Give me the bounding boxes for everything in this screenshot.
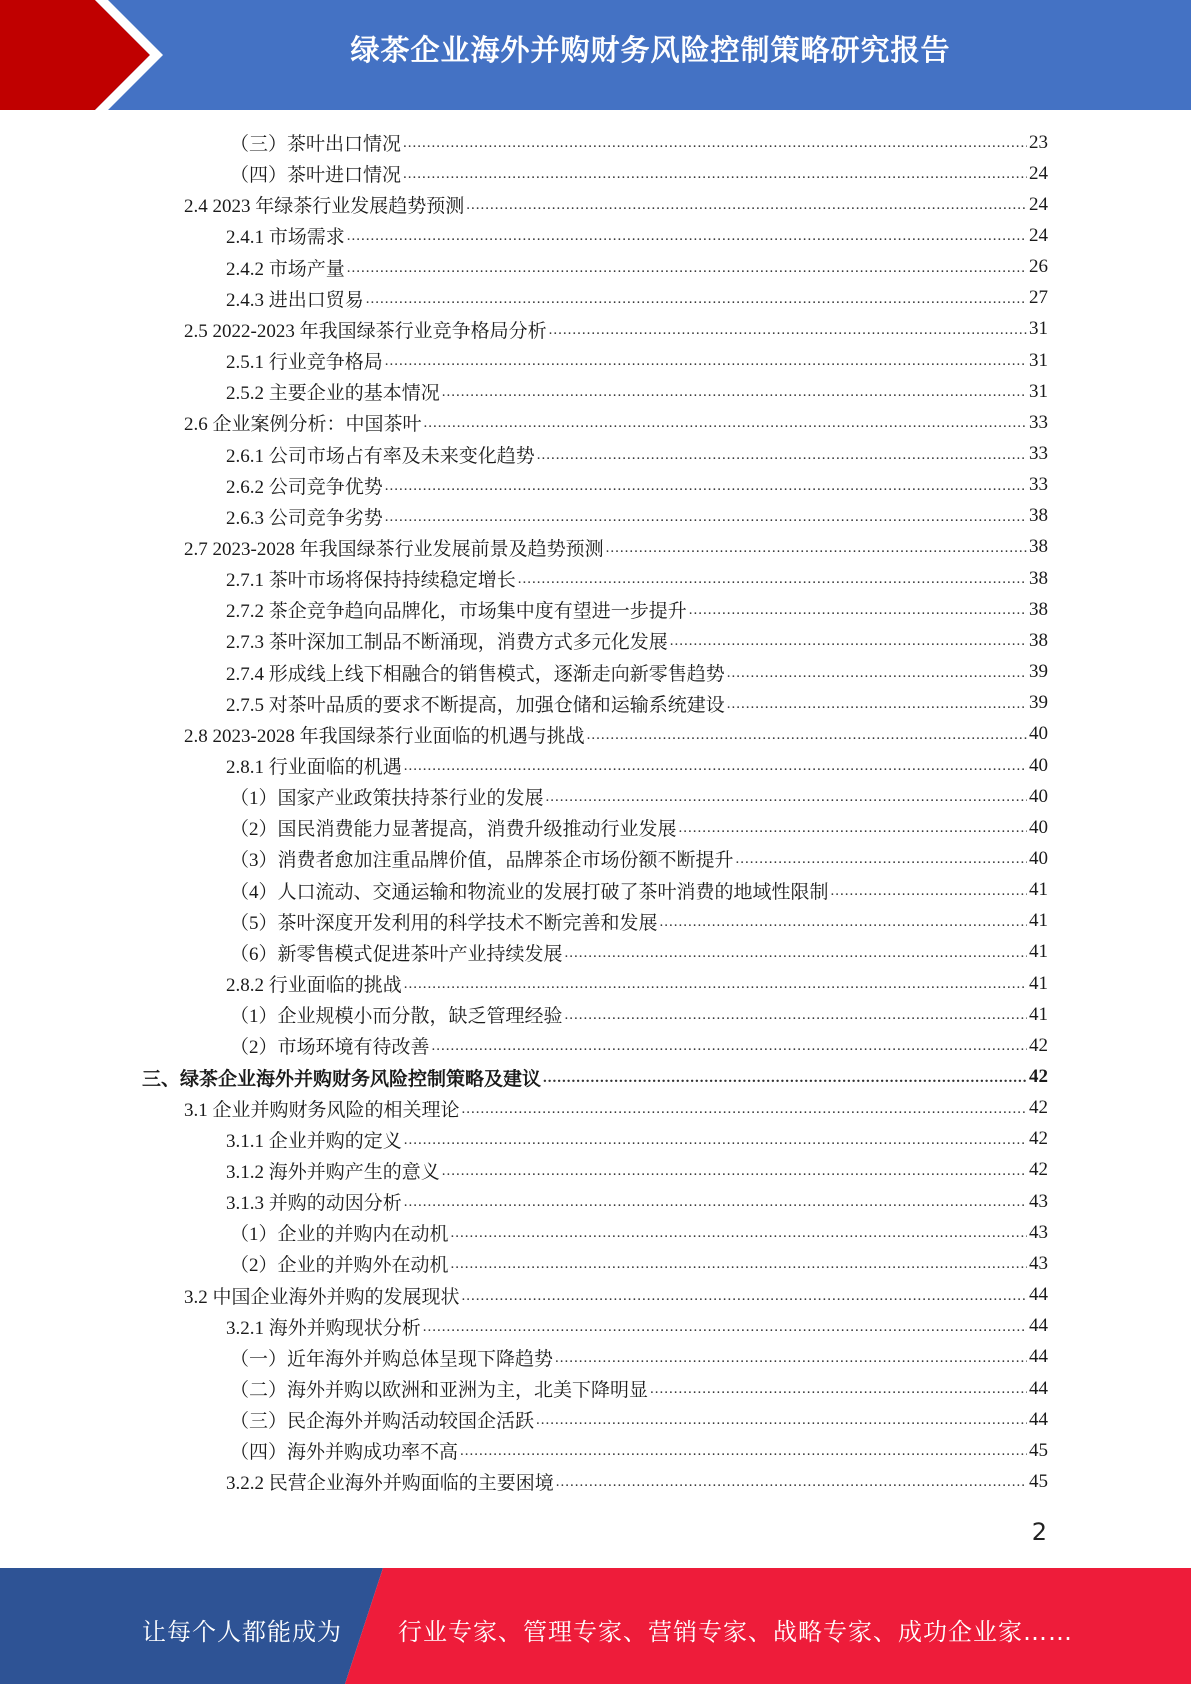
toc-entry[interactable]: [184, 407, 1048, 438]
page-number: 2: [1031, 1518, 1047, 1546]
toc-entry-page: 41: [1029, 910, 1048, 932]
toc-entry-title: 2.7.5 对茶叶品质的要求不断提高，加强仓储和运输系统建设: [226, 694, 725, 716]
toc-entry[interactable]: [230, 937, 1048, 968]
toc-entry[interactable]: [184, 532, 1048, 563]
toc-leader-dots: [385, 501, 1027, 532]
toc-entry-page: 23: [1029, 131, 1048, 153]
toc-entry-title: 2.4 2023 年绿茶行业发展趋势预测: [184, 196, 465, 218]
toc-entry[interactable]: [230, 1248, 1048, 1279]
toc-leader-dots: [587, 719, 1027, 750]
toc-leader-dots: [432, 1030, 1027, 1061]
toc-entry-title: （3）消费者愈加注重品牌价值，品牌茶企市场份额不断提升: [230, 850, 734, 872]
toc-entry[interactable]: [230, 1342, 1048, 1373]
toc-leader-dots: [831, 875, 1027, 906]
toc-entry[interactable]: [230, 999, 1048, 1030]
toc-entry-title: 3.2.2 民营企业海外并购面临的主要困境: [226, 1473, 554, 1495]
toc-entry[interactable]: [230, 812, 1048, 843]
toc-entry-title: 2.7 2023-2028 年我国绿茶行业发展前景及趋势预测: [184, 538, 604, 560]
toc-entry-title: 2.8 2023-2028 年我国绿茶行业面临的机遇与挑战: [184, 725, 585, 747]
toc-leader-dots: [404, 1186, 1027, 1217]
toc-entry-page: 24: [1029, 193, 1048, 215]
footer-slogan-right: 行业专家、管理专家、营销专家、战略专家、成功企业家……: [398, 1618, 1073, 1646]
toc-leader-dots: [466, 189, 1027, 220]
toc-entry-title: 2.6.2 公司竞争优势: [226, 476, 383, 498]
toc-entry[interactable]: [226, 750, 1048, 781]
toc-entry-page: 39: [1029, 661, 1048, 683]
toc-entry-title: 2.5.1 行业竞争格局: [226, 352, 383, 374]
toc-leader-dots: [543, 1062, 1027, 1093]
toc-leader-dots: [403, 158, 1027, 189]
toc-leader-dots: [404, 1124, 1027, 1155]
toc-entry-title: （5）茶叶深度开发利用的科学技术不断完善和发展: [230, 912, 658, 934]
toc-entry-page: 31: [1029, 380, 1048, 402]
toc-entry-page: 40: [1029, 816, 1048, 838]
toc-entry-page: 41: [1029, 972, 1048, 994]
toc-entry-title: （1）国家产业政策扶持茶行业的发展: [230, 788, 544, 810]
toc-entry-title: （四）海外并购成功率不高: [230, 1442, 459, 1464]
toc-entry-page: 45: [1029, 1439, 1048, 1461]
toc-entry-title: 3.1.2 海外并购产生的意义: [226, 1161, 440, 1183]
toc-entry-title: （四）茶叶进口情况: [230, 165, 402, 187]
toc-entry-page: 44: [1029, 1284, 1048, 1306]
toc-entry[interactable]: [184, 719, 1048, 750]
toc-entry[interactable]: [230, 1435, 1048, 1466]
toc-entry-title: （三）民企海外并购活动较国企活跃: [230, 1411, 535, 1433]
toc-entry[interactable]: [226, 252, 1048, 283]
toc-entry-page: 44: [1029, 1377, 1048, 1399]
toc-entry[interactable]: [226, 220, 1048, 251]
toc-leader-dots: [549, 314, 1027, 345]
toc-entry-title: 2.8.2 行业面临的挑战: [226, 975, 402, 997]
toc-entry-page: 42: [1029, 1066, 1048, 1087]
toc-entry-title: （三）茶叶出口情况: [230, 134, 402, 155]
page-footer: [0, 1568, 1191, 1684]
toc-leader-dots: [670, 625, 1027, 656]
toc-entry-title: （6）新零售模式促进茶叶产业持续发展: [230, 943, 563, 965]
toc-entry-page: 38: [1029, 629, 1048, 651]
toc-entry-title: （2）国民消费能力显著提高，消费升级推动行业发展: [230, 819, 677, 841]
toc-leader-dots: [460, 1435, 1027, 1466]
toc-leader-dots: [546, 781, 1027, 812]
toc-leader-dots: [536, 1404, 1027, 1435]
toc-entry[interactable]: [226, 657, 1048, 688]
toc-entry[interactable]: [184, 314, 1048, 345]
toc-entry-page: 42: [1029, 1159, 1048, 1181]
report-title: 绿茶企业海外并购财务风险控制策略研究报告: [350, 33, 951, 67]
toc-entry-title: 2.5.2 主要企业的基本情况: [226, 383, 440, 405]
toc-leader-dots: [537, 439, 1027, 470]
toc-entry-title: （一）近年海外并购总体呈现下降趋势: [230, 1348, 554, 1370]
toc-leader-dots: [736, 843, 1027, 874]
toc-entry-page: 24: [1029, 224, 1048, 246]
toc-entry[interactable]: [142, 1062, 1048, 1093]
toc-entry-page: 42: [1029, 1097, 1048, 1119]
toc-entry-page: 40: [1029, 754, 1048, 776]
toc-entry-page: 45: [1029, 1470, 1048, 1492]
toc-leader-dots: [404, 750, 1027, 781]
toc-entry-title: 3.2.1 海外并购现状分析: [226, 1317, 421, 1339]
toc-entry-title: 2.6.1 公司市场占有率及未来变化趋势: [226, 445, 535, 467]
toc-leader-dots: [727, 688, 1027, 719]
toc-leader-dots: [385, 345, 1027, 376]
toc-leader-dots: [385, 470, 1027, 501]
toc-entry-page: 44: [1029, 1315, 1048, 1337]
toc-entry-page: 44: [1029, 1346, 1048, 1368]
toc-entry-page: 33: [1029, 443, 1048, 464]
toc-entry[interactable]: [184, 189, 1048, 220]
toc-entry-title: （2）企业的并购外在动机: [230, 1255, 449, 1277]
toc-leader-dots: [565, 937, 1027, 968]
toc-entry-page: 38: [1029, 598, 1048, 620]
toc-entry-title: 3.1.1 企业并购的定义: [226, 1130, 402, 1152]
toc-entry[interactable]: [230, 158, 1048, 189]
toc-leader-dots: [442, 376, 1027, 407]
toc-entry[interactable]: [230, 1030, 1048, 1061]
toc-entry-page: 26: [1029, 256, 1048, 278]
toc-entry[interactable]: [226, 1124, 1048, 1155]
toc-entry-title: 3.2 中国企业海外并购的发展现状: [184, 1286, 460, 1308]
toc-entry-page: 27: [1029, 287, 1048, 309]
toc-leader-dots: [565, 999, 1027, 1030]
toc-entry[interactable]: [226, 1186, 1048, 1217]
toc-entry-page: 31: [1029, 318, 1048, 340]
toc-leader-dots: [366, 283, 1027, 314]
toc-leader-dots: [660, 906, 1027, 937]
toc-entry-page: 43: [1029, 1221, 1048, 1243]
toc-entry-title: 2.7.3 茶叶深加工制品不断涌现，消费方式多元化发展: [226, 632, 668, 654]
toc-entry[interactable]: [230, 843, 1048, 874]
toc-entry-title: 2.7.2 茶企竞争趋向品牌化，市场集中度有望进一步提升: [226, 601, 687, 623]
toc-entry-title: （4）人口流动、交通运输和物流业的发展打破了茶叶消费的地域性限制: [230, 881, 829, 903]
toc-entry[interactable]: [226, 625, 1048, 656]
toc-entry[interactable]: [226, 283, 1048, 314]
toc-entry-title: 2.4.2 市场产量: [226, 258, 345, 280]
toc-entry-page: 44: [1029, 1408, 1048, 1430]
footer-slogan-left: 让每个人都能成为: [142, 1618, 342, 1646]
toc-entry-title: 3.1 企业并购财务风险的相关理论: [184, 1099, 460, 1121]
toc-leader-dots: [555, 1342, 1027, 1373]
toc-leader-dots: [606, 532, 1027, 563]
toc-entry[interactable]: [230, 1373, 1048, 1404]
toc-entry-page: 31: [1029, 349, 1048, 371]
toc-entry[interactable]: [230, 1217, 1048, 1248]
toc-entry-page: 41: [1029, 1003, 1048, 1025]
toc-entry-title: 2.4.1 市场需求: [226, 227, 345, 249]
toc-entry[interactable]: [226, 968, 1048, 999]
toc-entry-page: 42: [1029, 1128, 1048, 1150]
toc-entry-title: 2.6 企业案例分析：中国茶叶: [184, 414, 422, 436]
toc-leader-dots: [404, 968, 1027, 999]
toc-entry[interactable]: [226, 594, 1048, 625]
toc-entry-page: 39: [1029, 692, 1048, 714]
toc-entry-title: （1）企业规模小而分散，缺乏管理经验: [230, 1006, 563, 1028]
toc-leader-dots: [347, 220, 1027, 251]
toc-entry[interactable]: [226, 376, 1048, 407]
toc-entry[interactable]: [226, 345, 1048, 376]
toc-leader-dots: [556, 1466, 1027, 1497]
toc-leader-dots: [347, 252, 1027, 283]
toc-leader-dots: [451, 1248, 1027, 1279]
toc-entry-title: （2）市场环境有待改善: [230, 1037, 430, 1059]
toc-entry-title: 2.7.4 形成线上线下相融合的销售模式，逐渐走向新零售趋势: [226, 663, 725, 685]
toc-entry-page: 43: [1029, 1190, 1048, 1212]
toc-entry[interactable]: [226, 1155, 1048, 1186]
toc-entry[interactable]: [226, 1311, 1048, 1342]
toc-entry[interactable]: [226, 1466, 1048, 1497]
toc-leader-dots: [679, 812, 1027, 843]
toc-leader-dots: [423, 1311, 1027, 1342]
toc-leader-dots: [451, 1217, 1027, 1248]
toc-entry-page: 40: [1029, 785, 1048, 807]
toc-entry-page: 43: [1029, 1252, 1048, 1274]
toc-entry-title: （1）企业的并购内在动机: [230, 1224, 449, 1246]
toc-entry-page: 24: [1029, 162, 1048, 184]
toc-entry-title: 三、绿茶企业海外并购财务风险控制策略及建议: [142, 1068, 542, 1090]
toc-entry-page: 40: [1029, 847, 1048, 869]
toc-leader-dots: [442, 1155, 1027, 1186]
toc-entry-page: 40: [1029, 723, 1048, 745]
toc-leader-dots: [727, 657, 1027, 688]
toc-entry-title: 2.4.3 进出口贸易: [226, 289, 364, 311]
toc-entry-title: 2.7.1 茶叶市场将保持持续稳定增长: [226, 570, 516, 592]
toc-entry[interactable]: [226, 439, 1048, 470]
toc-entry[interactable]: [230, 1404, 1048, 1435]
toc-entry[interactable]: [226, 501, 1048, 532]
toc-entry-title: 2.5 2022-2023 年我国绿茶行业竞争格局分析: [184, 320, 547, 342]
toc-leader-dots: [462, 1093, 1027, 1124]
toc-entry-title: 2.6.3 公司竞争劣势: [226, 507, 383, 529]
toc-entry-page: 38: [1029, 536, 1048, 558]
toc-entry-page: 33: [1029, 411, 1048, 433]
toc-leader-dots: [403, 127, 1027, 158]
toc-entry-page: 38: [1029, 505, 1048, 527]
toc-entry[interactable]: [184, 1093, 1048, 1124]
toc-entry-title: （二）海外并购以欧洲和亚洲为主，北美下降明显: [230, 1380, 649, 1401]
toc-entry-page: 38: [1029, 567, 1048, 589]
toc-leader-dots: [689, 594, 1027, 625]
toc-entry-page: 33: [1029, 474, 1048, 496]
toc-entry-page: 41: [1029, 941, 1048, 963]
toc-entry-page: 41: [1029, 879, 1048, 901]
toc-entry[interactable]: [226, 563, 1048, 594]
toc-entry[interactable]: [184, 1280, 1048, 1311]
toc-entry[interactable]: [230, 127, 1048, 158]
toc-entry[interactable]: [230, 875, 1048, 906]
toc-entry[interactable]: [230, 781, 1048, 812]
toc-entry[interactable]: [226, 470, 1048, 501]
page-header: [0, 0, 1191, 110]
toc-entry-page: 42: [1029, 1034, 1048, 1056]
toc-entry[interactable]: [226, 688, 1048, 719]
toc-entry[interactable]: [230, 906, 1048, 937]
toc-leader-dots: [462, 1280, 1027, 1311]
toc-leader-dots: [650, 1373, 1027, 1404]
toc-entry-title: 3.1.3 并购的动因分析: [226, 1193, 402, 1215]
toc-entry-title: 2.8.1 行业面临的机遇: [226, 757, 402, 778]
toc-leader-dots: [518, 563, 1027, 594]
toc-leader-dots: [424, 407, 1027, 438]
